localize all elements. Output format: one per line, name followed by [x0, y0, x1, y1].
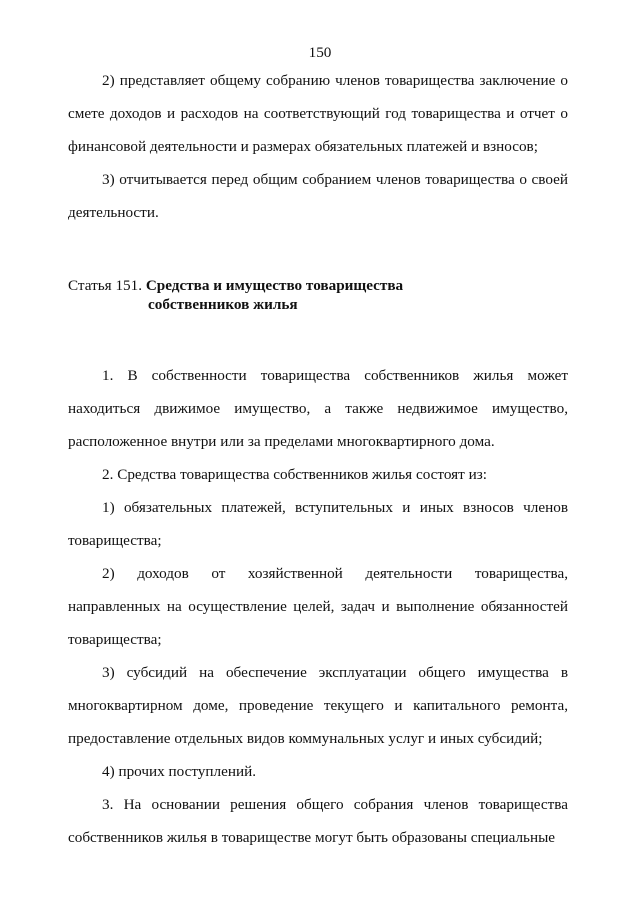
article-title-line1: Средства и имущество товарищества — [145, 277, 404, 294]
article-title-line2: собственников жилья — [148, 296, 298, 313]
paragraph: 2) представляет общему собранию членов товарищества заключение о смете доходов и расходов на соответствующий год товарищества и отчет о финансовой деятельности и размерах обязательных платежей и взносов; — [68, 72, 568, 155]
paragraph: 3) отчитывается перед общим собранием членов товарищества о своей деятельности. — [68, 171, 568, 221]
top-text-block — [68, 64, 568, 229]
paragraph: 4) прочих поступлений. — [102, 763, 257, 780]
article-heading — [68, 276, 568, 314]
page-number: 150 — [308, 44, 332, 61]
paragraph: 2) доходов от хозяйственной деятельности товарищества, направленных на осуществление целей, задач и выполнение обязанностей товарищества; — [68, 565, 568, 648]
paragraph: 2. Средства товарищества собственников жилья состоят из: — [102, 466, 487, 483]
paragraph: 3) субсидий на обеспечение эксплуатации общего имущества в многоквартирном доме, проведение текущего и капитального ремонта, предоставление отдельных видов коммунальных услуг и иных субсидий; — [68, 664, 568, 747]
paragraph: 1. В собственности товарищества собственников жилья может находиться движимое имущество, а также недвижимое имущество, расположенное внутри или за пределами многоквартирного дома. — [68, 367, 568, 450]
paragraph: 1) обязательных платежей, вступительных и иных взносов членов товарищества; — [68, 499, 568, 549]
article-number: Статья 151. — [68, 277, 143, 294]
paragraph: 3. На основании решения общего собрания членов товарищества собственников жилья в товариществе могут быть образованы специальные — [68, 796, 568, 846]
article-text-block — [68, 359, 568, 854]
